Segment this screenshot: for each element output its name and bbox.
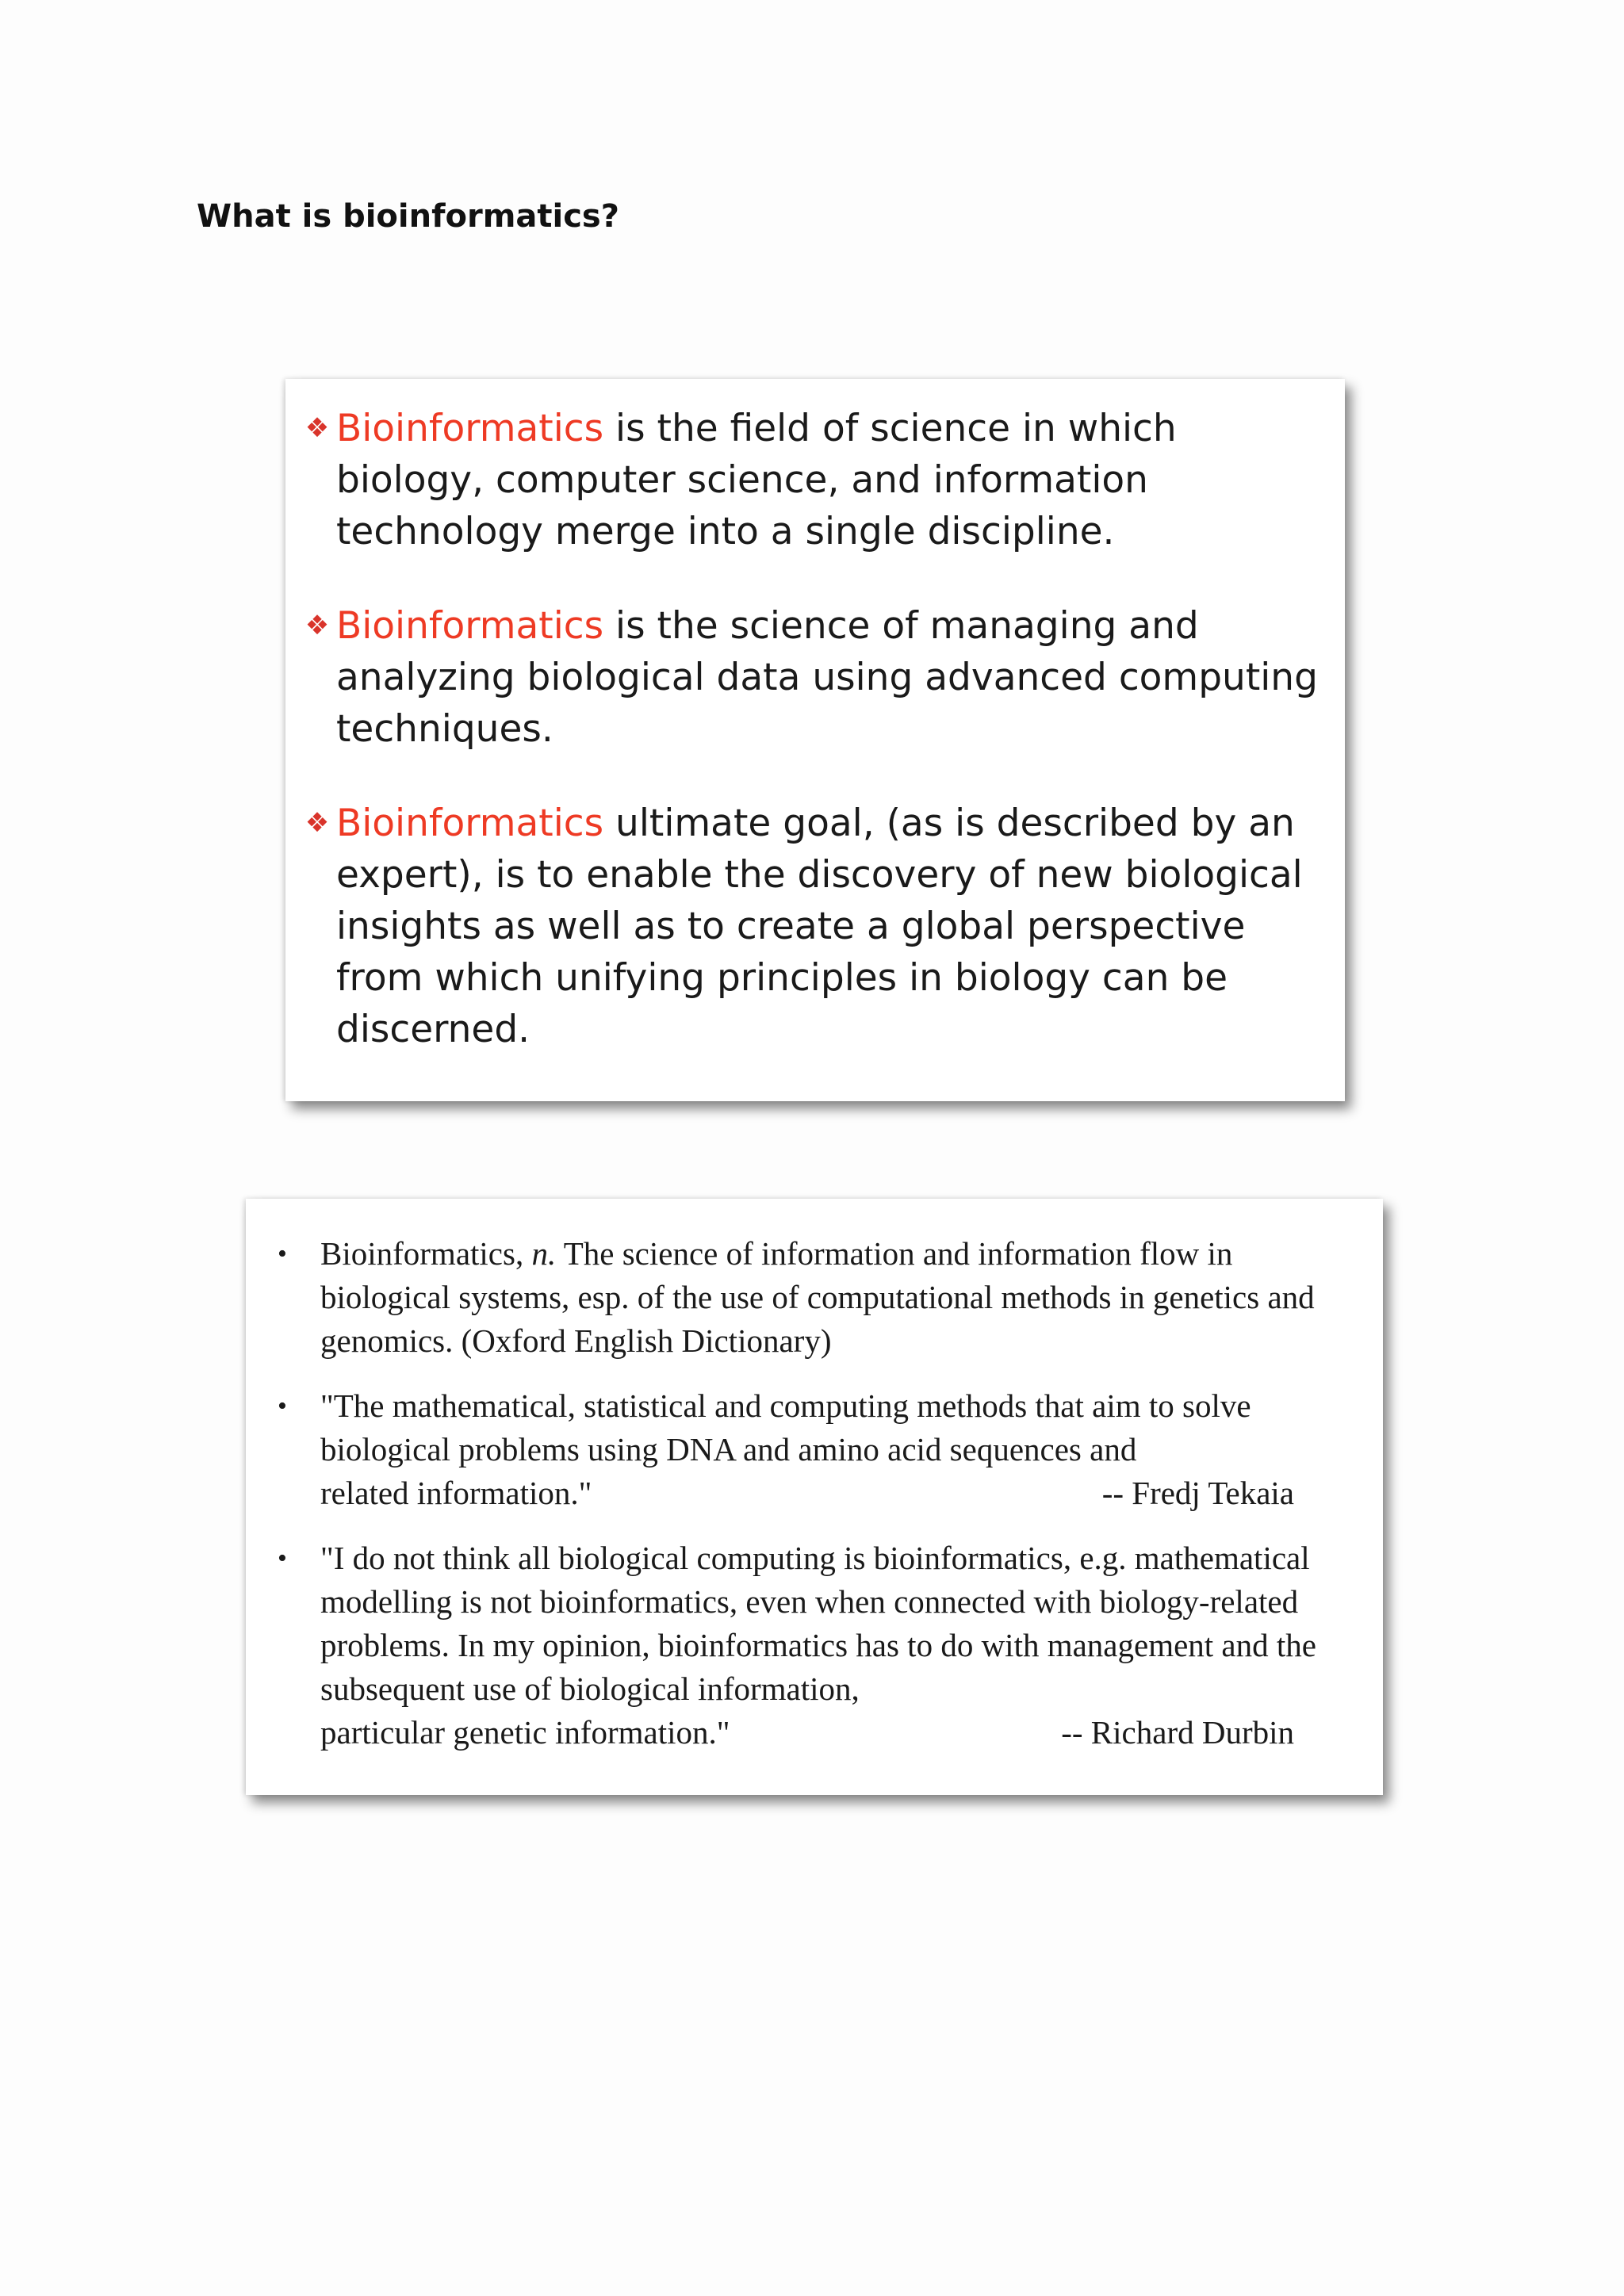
bullet-term: Bioinformatics: [336, 407, 604, 450]
slide1-bullet-text: [336, 600, 1329, 755]
slide2-bullet: [278, 1536, 1351, 1755]
diamond-bullet-icon: ❖: [304, 412, 330, 444]
bullet-term: Bioinformatics: [336, 604, 604, 648]
bullet-pos: n.: [531, 1235, 557, 1272]
definition-slide-2: [246, 1199, 1383, 1795]
slide2-bullet: [278, 1384, 1351, 1515]
bullet-body: ultimate goal, (as is described by an expert), is to enable the discovery of new biological insights as well as to create a global perspective from which unifying principles in biology can be discerned.: [336, 802, 1303, 1051]
definition-slide-1: [285, 379, 1345, 1101]
bullet-term: Bioinformatics: [336, 802, 604, 845]
quote-last-line: [320, 1711, 1351, 1755]
slide1-bullet: [298, 403, 1329, 557]
diamond-bullet-icon: ❖: [304, 610, 330, 641]
slide1-bullet-text: [336, 798, 1329, 1055]
page-heading: What is bioinformatics?: [197, 198, 619, 235]
bullet-body: is the science of managing and analyzing biological data using advanced computing techniques.: [336, 604, 1318, 751]
slide2-bullet-text: [320, 1232, 1351, 1363]
bullet-body: is the field of science in which biology, computer science, and information technology merge into a single discipline.: [336, 407, 1177, 553]
slide1-bullet: [298, 600, 1329, 755]
bullet-body: "I do not think all biological computing is bioinformatics, e.g. mathematical modelling is not bioinformatics, even when connected with biology-related problems. In my opinion, bioinformatics has to do with management and the subsequent use of biological information,: [320, 1540, 1316, 1707]
diamond-bullet-icon: ❖: [304, 807, 330, 839]
slide1-bullet-text: [336, 403, 1329, 557]
quote-last-line: [320, 1471, 1351, 1515]
quote-attribution: -- Richard Durbin: [1061, 1714, 1294, 1751]
quote-attribution: -- Fredj Tekaia: [1101, 1475, 1294, 1511]
bullet-body: The science of information and information flow in biological systems, esp. of the use of computational methods in genetics and genomics. (Oxford English Dictionary): [320, 1235, 1315, 1359]
dot-bullet-icon: •: [278, 1544, 287, 1573]
bullet-lead: Bioinformatics,: [320, 1235, 532, 1272]
slide2-bullet: [278, 1232, 1351, 1363]
slide2-bullet-text: [320, 1536, 1351, 1755]
slide1-bullet: [298, 798, 1329, 1055]
dot-bullet-icon: •: [278, 1239, 287, 1269]
quote-end: related information.": [320, 1475, 592, 1511]
bullet-body: "The mathematical, statistical and computing methods that aim to solve biological problems using DNA and amino acid sequences and: [320, 1387, 1251, 1468]
slide2-bullet-text: [320, 1384, 1351, 1515]
dot-bullet-icon: •: [278, 1391, 287, 1421]
quote-end: particular genetic information.": [320, 1714, 730, 1751]
